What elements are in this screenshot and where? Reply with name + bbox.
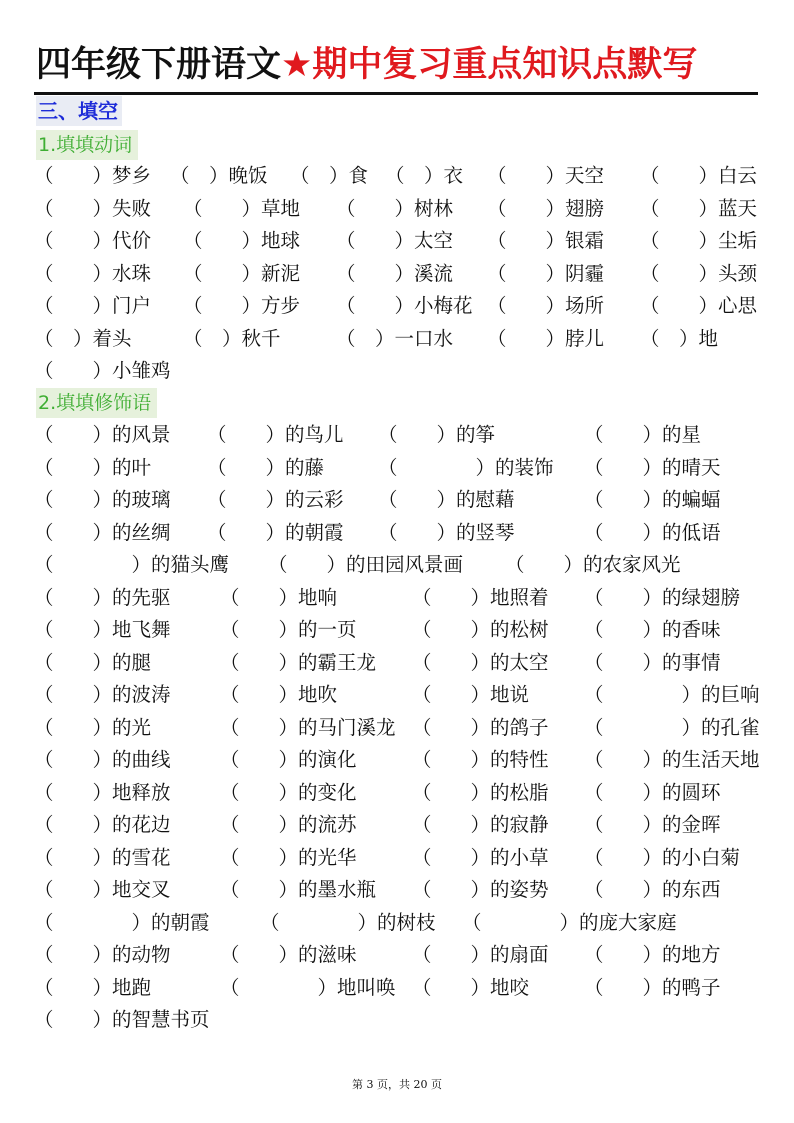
verb-item: （ ）新泥: [183, 261, 301, 285]
modifier-item: （ ）的装饰: [378, 455, 554, 479]
modifier-item: （ ）的玻璃: [34, 488, 171, 511]
modifier-item: （ ）的智慧书页: [34, 1008, 210, 1031]
modifier-item: （ ）的鸽子: [412, 715, 549, 739]
modifier-item: （ ）的圆环: [584, 780, 721, 804]
modifier-item: （ ）的猫头鹰: [34, 553, 230, 576]
modifier-item: （ ）的朝霞: [34, 910, 210, 934]
verb-item: （ ）脖儿: [487, 326, 605, 350]
modifier-item: （ ）的霸王龙: [220, 650, 377, 674]
verb-item: （ ）衣: [385, 164, 464, 187]
verb-item: （ ）蓝天: [640, 196, 758, 220]
modifier-item: （ ）的田园风景画: [268, 553, 464, 576]
modifier-item: （ ）的竖琴: [378, 520, 515, 544]
modifier-item: （ ）的光: [34, 715, 152, 739]
modifier-item: （ ）的生活天地: [584, 748, 760, 771]
modifier-item: （ ）的庞大家庭: [462, 910, 677, 934]
modifier-item: （ ）的腿: [34, 650, 152, 674]
verb-item: （ ）梦乡: [34, 164, 152, 187]
verb-item: （ ）场所: [487, 294, 605, 317]
modifier-item: （ ）的动物: [34, 943, 171, 966]
subheading-modifiers: 2.填填修饰语: [36, 388, 157, 418]
modifier-item: （ ）的藤: [207, 455, 325, 479]
modifier-item: （ ）的变化: [220, 780, 357, 804]
page-title: [36, 40, 758, 90]
modifier-item: （ ）地吹: [220, 683, 338, 706]
verb-item: （ ）水珠: [34, 261, 152, 285]
subheading-verbs: 1.填填动词: [36, 130, 138, 160]
modifier-item: （ ）的金晖: [584, 813, 721, 836]
modifier-item: （ ）的农家风光: [505, 553, 681, 576]
verb-item: （ ）代价: [34, 229, 152, 252]
modifier-item: （ ）的星: [584, 423, 702, 446]
verb-item: （ ）天空: [487, 164, 605, 187]
modifier-item: （ ）地说: [412, 683, 530, 706]
modifier-item: （ ）的松脂: [412, 780, 549, 804]
section-heading: 三、填空: [36, 96, 122, 126]
modifier-item: （ ）的一页: [220, 618, 357, 641]
page-footer: 第 3 页，共 20 页: [352, 1078, 442, 1091]
modifier-item: （ ）的绿翅膀: [584, 585, 741, 609]
modifier-item: （ ）地跑: [34, 975, 152, 999]
verb-item: （ ）小梅花: [336, 294, 473, 317]
modifier-item: （ ）的松树: [412, 618, 549, 641]
modifier-item: （ ）的鸭子: [584, 975, 721, 999]
modifier-item: （ ）的地方: [584, 943, 721, 966]
modifier-item: （ ）的晴天: [584, 455, 721, 479]
verb-item: （ ）头颈: [640, 261, 758, 285]
modifier-item: （ ）的曲线: [34, 748, 171, 771]
modifier-item: （ ）的低语: [584, 520, 721, 544]
verb-item: （ ）阴霾: [487, 261, 605, 285]
modifier-item: （ ）的太空: [412, 650, 549, 674]
modifier-item: （ ）的风景: [34, 423, 171, 446]
modifier-item: （ ）的花边: [34, 813, 171, 836]
verb-item: （ ）晚饭: [170, 164, 268, 187]
modifier-item: （ ）的流苏: [220, 813, 357, 836]
modifier-item: （ ）的叶: [34, 455, 152, 479]
modifier-item: （ ）的云彩: [207, 488, 344, 511]
modifier-item: （ ）的慰藉: [378, 488, 515, 511]
modifier-item: （ ）的树枝: [260, 910, 436, 934]
modifier-item: （ ）的演化: [220, 748, 357, 771]
modifier-item: （ ）的小白菊: [584, 845, 741, 869]
verb-item: （ ）尘垢: [640, 229, 758, 252]
verb-item: （ ）门户: [34, 294, 152, 317]
verb-item: （ ）一口水: [336, 326, 454, 350]
verb-item: （ ）太空: [336, 229, 454, 252]
title-underline: [34, 92, 758, 95]
verb-item: （ ）银霜: [487, 229, 605, 252]
title-highlight: ★期中复习重点知识点默写: [281, 45, 698, 85]
modifier-item: （ ）的孔雀: [584, 715, 760, 739]
verb-item: （ ）翅膀: [487, 196, 605, 220]
modifier-item: （ ）地照着: [412, 585, 549, 609]
verb-item: （ ）食: [290, 164, 369, 187]
verb-item: （ ）方步: [183, 294, 301, 317]
modifier-item: （ ）的先驱: [34, 585, 171, 609]
modifier-item: （ ）地响: [220, 585, 338, 609]
verb-item: （ ）小雏鸡: [34, 359, 171, 382]
modifier-item: （ ）的光华: [220, 845, 357, 869]
modifier-item: （ ）的墨水瓶: [220, 878, 377, 901]
modifier-item: （ ）地咬: [412, 975, 530, 999]
verb-item: （ ）白云: [640, 164, 758, 187]
modifier-item: （ ）的扇面: [412, 943, 549, 966]
verb-item: （ ）地: [640, 326, 719, 350]
verb-item: （ ）溪流: [336, 261, 454, 285]
verb-item: （ ）地球: [183, 229, 301, 252]
verb-item: （ ）着头: [34, 326, 132, 350]
modifier-item: （ ）的丝绸: [34, 520, 171, 544]
modifier-item: （ ）的鸟儿: [207, 423, 344, 446]
modifier-item: （ ）的朝霞: [207, 520, 344, 544]
modifier-item: （ ）的巨响: [584, 683, 760, 706]
verb-item: （ ）失败: [34, 196, 152, 220]
modifier-item: （ ）的事情: [584, 650, 721, 674]
modifier-item: （ ）的雪花: [34, 845, 171, 869]
modifier-item: （ ）的马门溪龙: [220, 715, 396, 739]
verb-item: （ ）草地: [183, 196, 301, 220]
verb-item: （ ）秋千: [183, 326, 281, 350]
modifier-item: （ ）的小草: [412, 845, 549, 869]
modifier-item: （ ）地交叉: [34, 878, 171, 901]
verb-item: （ ）树林: [336, 196, 454, 220]
modifier-item: （ ）的波涛: [34, 683, 171, 706]
modifier-item: （ ）的特性: [412, 748, 549, 771]
modifier-item: （ ）的筝: [378, 423, 496, 446]
modifier-item: （ ）的香味: [584, 618, 721, 641]
modifier-item: （ ）地飞舞: [34, 618, 171, 641]
modifier-item: （ ）地叫唤: [220, 975, 396, 999]
modifier-item: （ ）的蝙蝠: [584, 488, 721, 511]
verb-item: （ ）心思: [640, 294, 758, 317]
modifier-item: （ ）地释放: [34, 780, 171, 804]
modifier-item: （ ）的寂静: [412, 813, 549, 836]
title-main: 四年级下册语文: [36, 45, 282, 85]
modifier-item: （ ）的姿势: [412, 878, 549, 901]
modifier-item: （ ）的滋味: [220, 943, 357, 966]
modifier-item: （ ）的东西: [584, 878, 721, 901]
